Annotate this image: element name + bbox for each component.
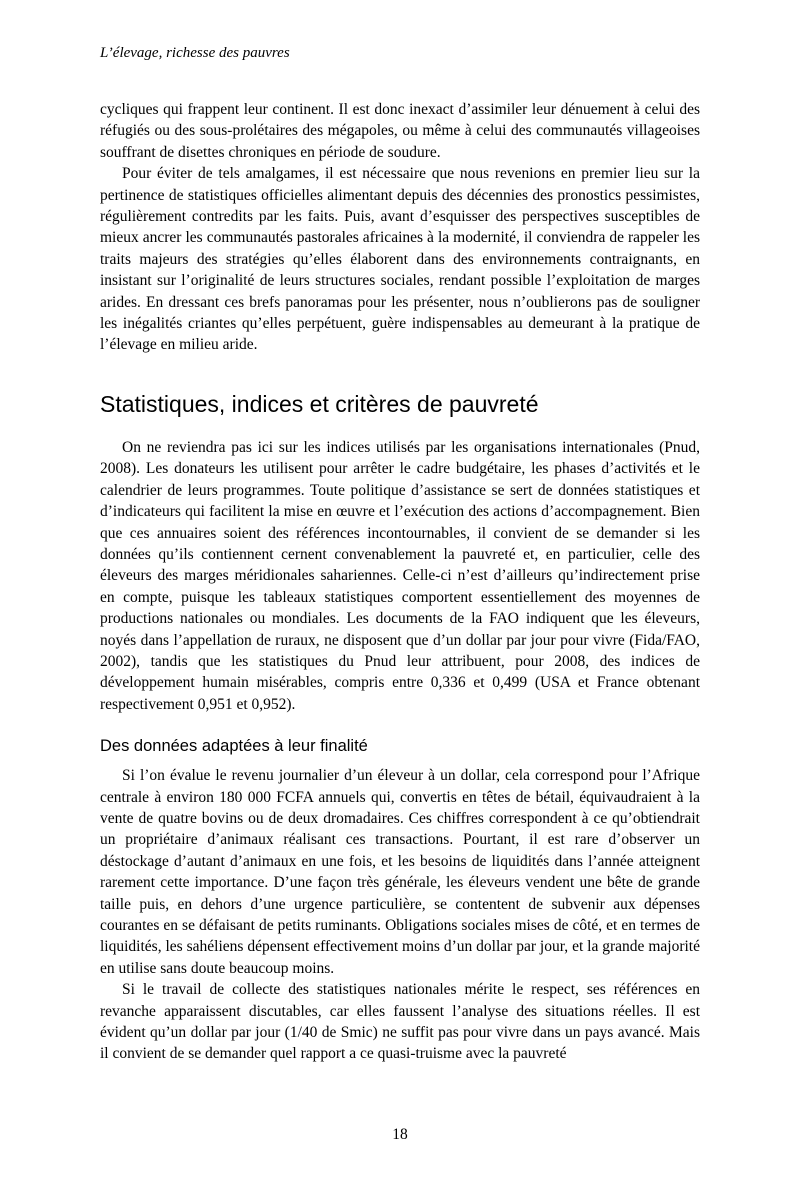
subsection-heading: Des données adaptées à leur finalité bbox=[100, 737, 368, 756]
paragraph: Pour éviter de tels amalgames, il est nécessaire que nous revenions en premier lieu sur la pertinence de statistiques officielles alimentant depuis des décennies des pronostics pessimistes, régulièrement contredits par les faits. Puis, avant d’esquisser des perspectives susceptibles de mieux ancrer les communautés pastorales africaines à la modernité, il conviendra de rappeler les traits majeurs des stratégies qu’elles élaborent dans des environnements contraignants, en insistant sur l’originalité de leurs structures sociales, rendant possible l’exploitation de marges arides. En dressant ces brefs panoramas pour les présenter, nous n’oublierons pas de souligner les inégalités criantes qu’elles perpétuent, guère indispensables au demeurant à la pratique de l’élevage en milieu aride. bbox=[100, 165, 700, 354]
paragraph-continuation: cycliques qui frappent leur continent. Il est donc inexact d’assimiler leur dénuement à celui des réfugiés ou des sous-prolétaires des mégapoles, ou même à celui des communautés villageoises souffrant de disettes chroniques en période de soudure. bbox=[100, 101, 700, 161]
paragraph: Si le travail de collecte des statistiques nationales mérite le respect, ses références en revanche apparaissent discutables, car elles faussent l’analyse des situations réelles. Il est évident qu’un dollar par jour (1/40 de Smic) ne suffit pas pour vivre dans un pays avancé. Mais il convient de se demander quel rapport a ce quasi-truisme avec la pauvreté bbox=[100, 981, 700, 1063]
page-number: 18 bbox=[392, 1126, 408, 1143]
page-body bbox=[100, 99, 700, 1065]
section-heading: Statistiques, indices et critères de pauvreté bbox=[100, 390, 539, 417]
paragraph: On ne reviendra pas ici sur les indices utilisés par les organisations internationales (Pnud, 2008). Les donateurs les utilisent pour arrêter le cadre budgétaire, les phases d’activités et le calendrier de leurs programmes. Toute politique d’assistance se sert de données statistiques et d’indicateurs qui facilitent la mise en œuvre et l’exécution des actions d’accompagnement. Bien que ces annuaires soient des références incontournables, il convient de se demander si les données qu’ils contiennent cernent convenablement la pauvreté et, en particulier, celle des éleveurs des marges méridionales sahariennes. Celle-ci n’est d’ailleurs qu’indirectement prise en compte, puisque les tableaux statistiques comportent essentiellement des moyennes de productions nationales ou mondiales. Les documents de la FAO indiquent que les éleveurs, noyés dans l’appellation de ruraux, ne disposent que d’un dollar par jour pour vivre (Fida/FAO, 2002), tandis que les statistiques du Pnud leur attribuent, pour 2008, des indices de développement humain misérables, compris entre 0,336 et 0,499 (USA et France obtenant respectivement 0,951 et 0,952). bbox=[100, 438, 700, 713]
paragraph: Si l’on évalue le revenu journalier d’un éleveur à un dollar, cela correspond pour l’Afrique centrale à environ 180 000 FCFA annuels qui, convertis en têtes de bétail, équivaudraient à la vente de quatre bovins ou de deux dromadaires. Ces chiffres correspondent à ce qu’obtiendrait un propriétaire d’animaux réalisant ces transactions. Pourtant, il est rare d’observer un déstockage d’autant d’animaux en une fois, et les besoins de liquidités dans l’année atteignent rarement cette importance. D’une façon très générale, les éleveurs vendent une bête de grande taille puis, en dehors d’une urgence particulière, se contentent de subvenir aux dépenses courantes en se défaisant de petits ruminants. Obligations sociales mises de côté, et en termes de liquidités, les sahéliens dépensent effectivement moins d’un dollar par jour, et la grande majorité en utilise sans doute beaucoup moins. bbox=[100, 767, 700, 977]
running-header: L’élevage, richesse des pauvres bbox=[100, 45, 290, 61]
